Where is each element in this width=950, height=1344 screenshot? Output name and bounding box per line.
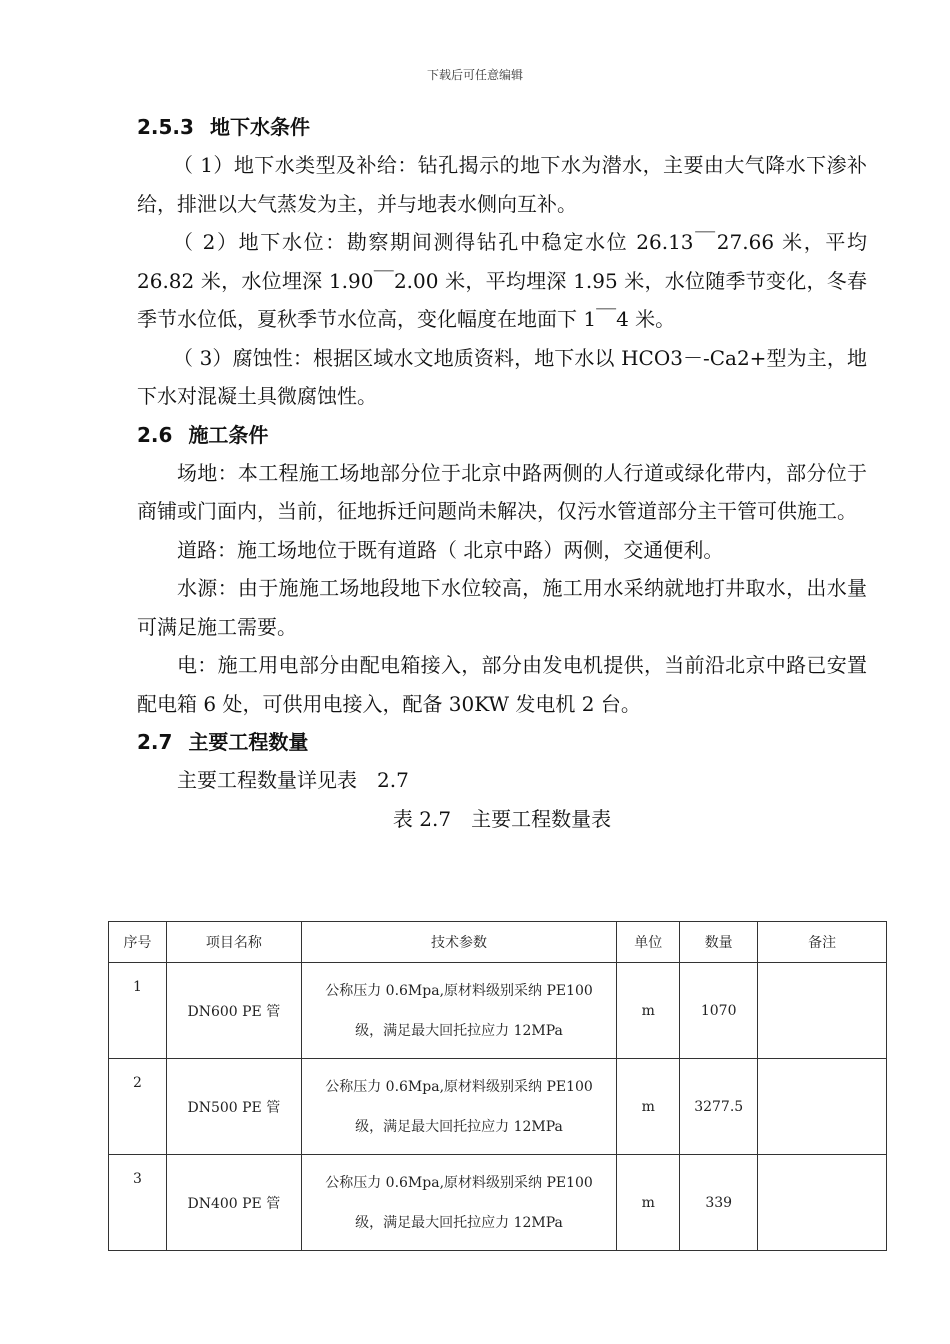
quantity: 3277.5: [680, 1059, 758, 1155]
unit: m: [617, 1155, 680, 1251]
paragraph-water-source: 水源：由于施施工场地段地下水位较高，施工用水采纳就地打井取水，出水量可满足施工需要。: [137, 576, 867, 639]
tech-params-line: 级，满足最大回托拉应力 12MPa: [355, 1118, 563, 1135]
paragraph-corrosion: （ 3）腐蚀性：根据区域水文地质资料，地下水以 HCO3－-Ca2+型为主，地下水对混凝土具微腐蚀性。: [137, 345, 867, 408]
unit: m: [617, 1059, 680, 1155]
page-header: 下载后可任意编辑: [426, 68, 523, 82]
note: [758, 1155, 887, 1251]
tech-params: [301, 1059, 617, 1155]
section-heading-2-6: [137, 416, 867, 454]
section-title: 主要工程数量: [188, 730, 309, 754]
paragraph-groundwater-type: （ 1）地下水类型及补给：钻孔揭示的地下水为潜水，主要由大气降水下渗补给，排泄以大气蒸发为主，并与地表水侧向互补。: [137, 153, 867, 216]
paragraph-electricity: 电：施工用电部分由配电箱接入，部分由发电机提供，当前沿北京中路已安置配电箱 6 处，可供用电接入，配备 30KW 发电机 2 台。: [137, 653, 867, 716]
section-number: 2.5.3: [137, 115, 194, 139]
document-body: [137, 108, 867, 838]
header-cell: 备注: [758, 922, 887, 963]
table-header-row: [109, 922, 887, 963]
row-index: 2: [109, 1059, 167, 1155]
table-row: [109, 1155, 887, 1251]
quantity: 339: [680, 1155, 758, 1251]
item-name: DN500 PE 管: [166, 1059, 301, 1155]
quantity-table: [108, 921, 887, 1251]
note: [758, 963, 887, 1059]
paragraph-site: 场地：本工程施工场地部分位于北京中路两侧的人行道或绿化带内，部分位于商铺或门面内，当前，征地拆迁问题尚未解决，仅污水管道部分主干管可供施工。: [137, 460, 867, 523]
table-row: [109, 1059, 887, 1155]
item-name: DN600 PE 管: [166, 963, 301, 1059]
section-heading-2-7: [137, 723, 867, 761]
paragraph-quantity-ref: 主要工程数量详见表 2.7: [177, 768, 409, 792]
section-title: 施工条件: [188, 422, 269, 447]
table-row: [109, 963, 887, 1059]
section-title: 地下水条件: [209, 115, 310, 139]
section-heading-2-5-3: [137, 108, 867, 146]
note: [758, 1059, 887, 1155]
header-cell: 数量: [680, 922, 758, 963]
section-number: 2.7: [137, 730, 173, 754]
tech-params-line: 公称压力 0.6Mpa,原材料级别采纳 PE100: [325, 1174, 593, 1191]
table-caption: 表 2.7 主要工程数量表: [392, 806, 612, 831]
tech-params-line: 公称压力 0.6Mpa,原材料级别采纳 PE100: [325, 982, 593, 999]
tech-params: [301, 1155, 617, 1251]
tech-params: [301, 963, 617, 1059]
header-cell: 序号: [109, 922, 167, 963]
row-index: 3: [109, 1155, 167, 1251]
header-cell: 技术参数: [301, 922, 617, 963]
header-cell: 单位: [617, 922, 680, 963]
item-name: DN400 PE 管: [166, 1155, 301, 1251]
quantity: 1070: [680, 963, 758, 1059]
tech-params-line: 级，满足最大回托拉应力 12MPa: [355, 1022, 563, 1039]
row-index: 1: [109, 963, 167, 1059]
paragraph-groundwater-level: （ 2）地下水位：勘察期间测得钻孔中稳定水位 26.13￣27.66 米，平均 26.82 米，水位埋深 1.90￣2.00 米，平均埋深 1.95 米，水位随季节变化，冬春季节水位低，夏秋季节水位高，变化幅度在地面下 1￣4 米。: [137, 230, 867, 331]
unit: m: [617, 963, 680, 1059]
tech-params-line: 级，满足最大回托拉应力 12MPa: [355, 1214, 563, 1231]
section-number: 2.6: [137, 422, 173, 447]
paragraph-road: 道路：施工场地位于既有道路（ 北京中路）两侧，交通便利。: [177, 537, 724, 562]
header-cell: 项目名称: [166, 922, 301, 963]
tech-params-line: 公称压力 0.6Mpa,原材料级别采纳 PE100: [325, 1078, 593, 1095]
